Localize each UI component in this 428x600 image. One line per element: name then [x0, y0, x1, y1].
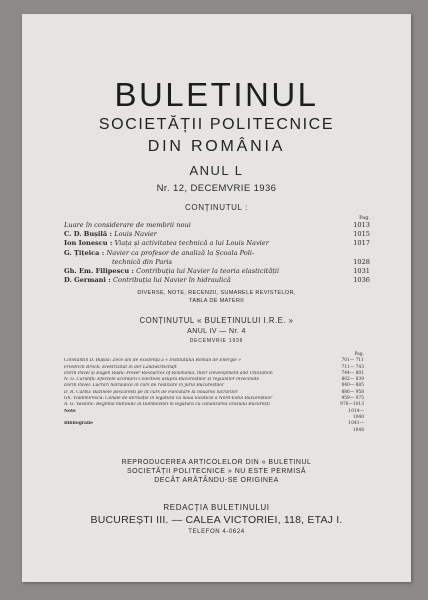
ire-article: Dorin Pavel și Eugen Radu: Power Resources of Roumania, their Development and Utilization — [64, 370, 273, 376]
page-range: 711— 743 — [341, 364, 364, 370]
list-item — [64, 409, 364, 422]
contents-heading: CONȚINUTUL : — [185, 203, 248, 212]
volume-label: ANUL L — [189, 163, 244, 178]
ire-contents-heading: CONȚINUTUL « BULETINULUI I.R.E. » — [139, 316, 294, 325]
article-author: Gh. Em. Filipescu : — [64, 267, 137, 276]
article-title: Louis Navier — [114, 230, 157, 239]
ire-article: Gh. Vladimirescu: Canale de derivație în legătură cu noua locaticie a Nord-Estul Bucureștilor — [64, 396, 273, 402]
article-author: G. Țițeica : — [64, 248, 107, 257]
page-number: 1031 — [353, 267, 370, 276]
notice-line: DECÂT ARĂTÂNDU-SE ORIGINEA — [154, 477, 279, 484]
ire-article: N. G. Caranfil: Efectele acordării Colectivei asupra Bucureștilor și regiunilor învecinate — [64, 377, 260, 383]
table-of-contents — [64, 215, 370, 285]
issue-label: Nr. 12, DECEMVRIE 1936 — [156, 183, 277, 194]
page-column-header: Pag. — [354, 352, 364, 357]
misc-line: DIVERSE, NOTE, RECENZII, SUMARELE REVISTELOR, — [137, 290, 296, 296]
article-title: Luare în considerare de membrii noui — [64, 221, 191, 229]
misc-line: TABLA DE MATERII — [189, 297, 244, 304]
ire-article: Friedrich Brock: Elektrizität in der Landwirtschaft — [64, 364, 177, 370]
page-range: 886— 958 — [341, 389, 364, 395]
reproduction-notice — [22, 458, 411, 485]
article-author: D. Germani : — [64, 276, 113, 285]
ire-article: Constantin D. Bușilă: Zece ani de existență a « Institutului Român de Energie » — [64, 358, 241, 364]
notice-line: REPRODUCEREA ARTICOLELOR DIN « BULETINUL — [121, 459, 312, 466]
ire-section: Bibliografie — [64, 421, 93, 427]
misc-sections — [22, 290, 411, 305]
page-number: 1036 — [353, 276, 370, 285]
redaction-address: BUCUREȘTI III. — CALEA VICTORIEI, 118, ETAJ I. — [90, 514, 343, 526]
page-range: 1014—1040 — [348, 408, 364, 420]
journal-subtitle-line1: SOCIETĂȚII POLITECNICE — [98, 116, 335, 133]
ire-date-label: DECEMVRIE 1936 — [189, 338, 244, 344]
page-range: 976—1013 — [340, 402, 364, 408]
notice-line: SOCIETĂȚII POLITECNICE » NU ESTE PERMISĂ — [126, 468, 307, 475]
page-range: 959— 975 — [341, 396, 364, 402]
page-number: 1015 — [353, 230, 370, 239]
page-range: 802— 839 — [341, 377, 364, 383]
list-item — [64, 249, 370, 258]
page-column-header: Pag. — [359, 215, 370, 221]
list-item — [64, 421, 364, 434]
list-item — [64, 267, 370, 276]
redaction-phone: TELEFON 4-0624 — [188, 529, 245, 535]
article-title: Contribuția lui Navier la teoria elasticității — [136, 267, 280, 276]
ire-article: Dorin Pavel: Lucrări hidraulice în curs de realizare în jurul Bucureștilor — [64, 383, 225, 389]
ire-table-of-contents — [64, 352, 364, 434]
page-number: 1028 — [353, 257, 370, 266]
page-range: 840— 885 — [341, 383, 364, 389]
list-item — [64, 276, 370, 285]
journal-cover — [22, 14, 411, 582]
article-author: C. D. Bușilă : — [64, 230, 115, 239]
page-range: 744— 801 — [341, 370, 364, 376]
ire-article: D. R. Carbu: Bazinele pescărești pe lit curs de executare la nouarea lucrărilor — [64, 389, 238, 395]
redaction-label: REDACȚIA BULETINULUI — [163, 503, 270, 512]
article-author: Ion Ionescu : — [64, 239, 115, 248]
list-item — [64, 221, 370, 230]
list-item — [64, 230, 370, 239]
journal-subtitle-line2: DIN ROMÂNIA — [147, 138, 286, 155]
ire-article: A. G. Vasilinc: Regimul hidraulic al Dâmboviței în legătură cu canalizarea orașului București — [64, 402, 270, 408]
article-title: Contribuția lui Navier în hidraulică — [112, 276, 231, 285]
article-title: technică din Paris — [112, 257, 172, 266]
article-title: Viața și activitatea technică a lui Louis Navier — [114, 239, 269, 248]
page-number: 1017 — [353, 239, 370, 248]
list-item — [64, 239, 370, 248]
journal-title: BULETINUL — [114, 76, 319, 113]
page-number: 1013 — [353, 221, 370, 229]
article-title: Navier ca profesor de analiză la Școala Poli- — [106, 248, 255, 257]
list-item — [64, 258, 370, 267]
page-range: 1041—1048 — [348, 421, 364, 433]
page-range: 701— 711 — [341, 358, 364, 364]
ire-section: Note — [64, 408, 76, 414]
ire-volume-label: ANUL IV — Nr. 4 — [187, 328, 246, 335]
